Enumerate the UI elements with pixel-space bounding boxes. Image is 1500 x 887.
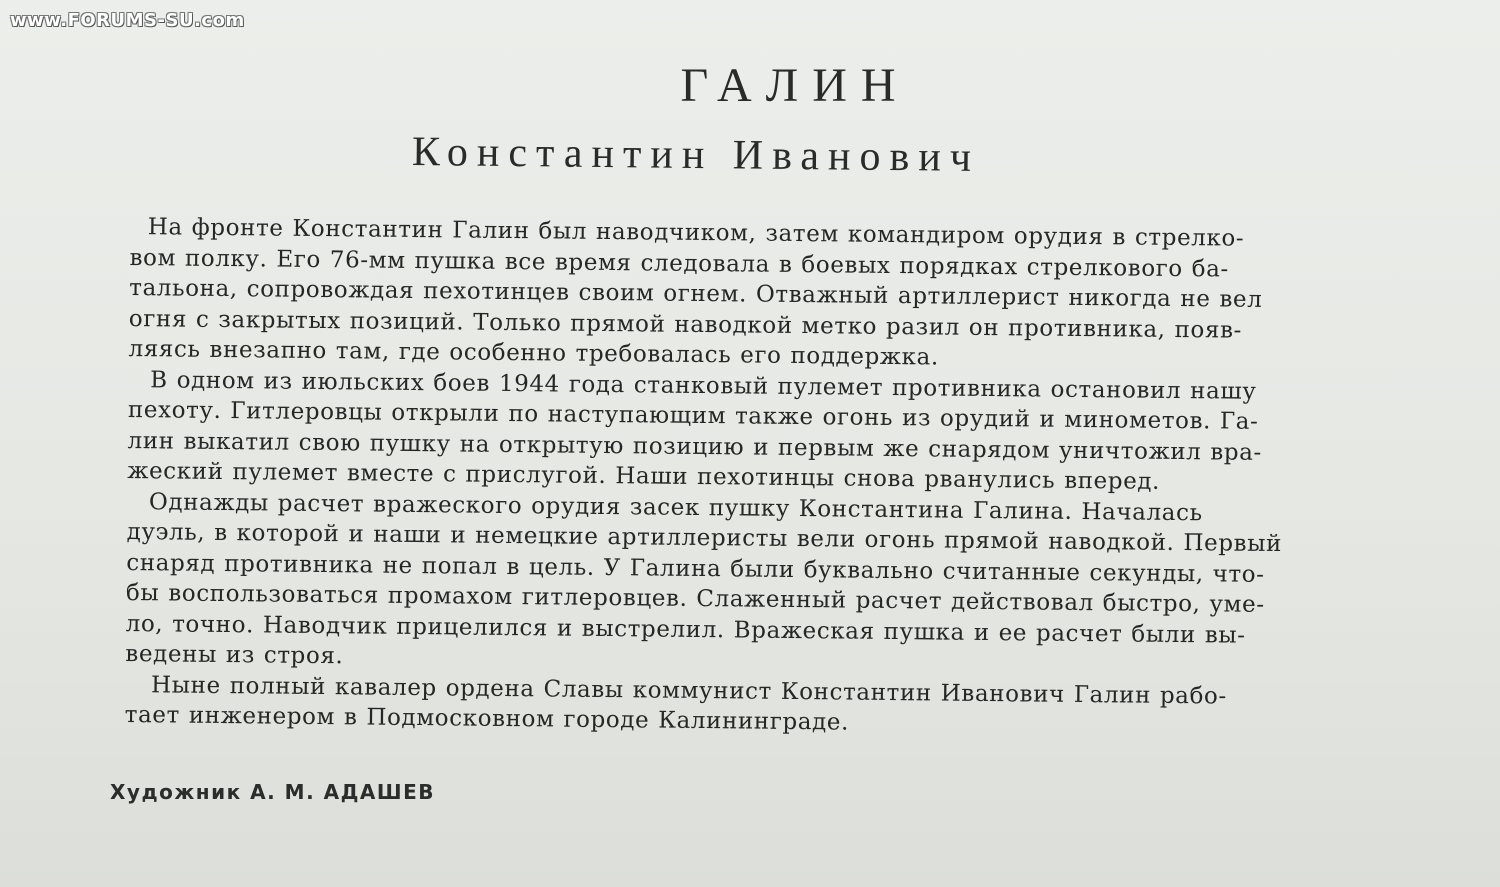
text-line: тает инженером в Подмосковном городе Калининграде. — [124, 701, 850, 736]
illustrator-credit: Художник А. М. АДАШЕВ — [110, 780, 436, 804]
article-body — [125, 212, 1425, 744]
text-line: Однажды расчет вражеского орудия засек пушку Константина Галина. Началась — [148, 488, 1203, 526]
paragraph-continuation — [128, 242, 1424, 378]
text-line: ло, точно. Наводчик прицелился и выстрелил. Вражеская пушка и ее расчет были вы- — [125, 610, 1246, 649]
text-line: На фронте Константин Галин был наводчиком, затем командиром орудия в стрелко- — [147, 214, 1245, 252]
text-line: снаряд противника не попал в цель. У Галина были буквально считанные секунды, что- — [126, 549, 1265, 588]
paragraph-continuation — [125, 517, 1422, 683]
heading-given-names: Константин Иванович — [411, 129, 981, 181]
heading-surname: ГАЛИН — [680, 59, 910, 112]
text-line: дуэль, в которой и наши и немецкие артиллеристы вели огонь прямой наводкой. Первый — [126, 518, 1283, 558]
text-line: ляясь внезапно там, где особенно требовалась его поддержка. — [128, 335, 939, 371]
text-line: лин выкатил свою пушку на открытую позицию и первым же снарядом уничтожил вра- — [127, 427, 1263, 466]
text-line: жеский пулемет вместе с прислугой. Наши пехотинцы снова рванулись вперед. — [127, 457, 1161, 495]
paragraph-continuation — [127, 395, 1423, 500]
text-line: огня с закрытых позиций. Только прямой наводкой метко разил он противника, появ- — [128, 305, 1243, 344]
text-line: тальона, сопровождая пехотинцев своим огнем. Отважный артиллерист никогда не вел — [129, 274, 1263, 313]
text-line: ведены из строя. — [125, 640, 344, 670]
text-line: бы воспользоваться промахом гитлеровцев. Слаженный расчет действовал быстро, уме- — [125, 579, 1265, 618]
text-line: вом полку. Его 76-мм пушка все время следовала в боевых порядках стрелкового ба- — [129, 244, 1229, 283]
watermark: www.FORUMS-SU.com — [10, 10, 245, 31]
text-line: Ныне полный кавалер ордена Славы коммунист Константин Иванович Галин рабо- — [150, 671, 1227, 710]
text-line: В одном из июльских боев 1944 года станковый пулемет противника остановил нашу — [150, 366, 1257, 405]
text-line: пехоту. Гитлеровцы открыли по наступающим также огонь из орудий и минометов. Га- — [127, 396, 1259, 435]
